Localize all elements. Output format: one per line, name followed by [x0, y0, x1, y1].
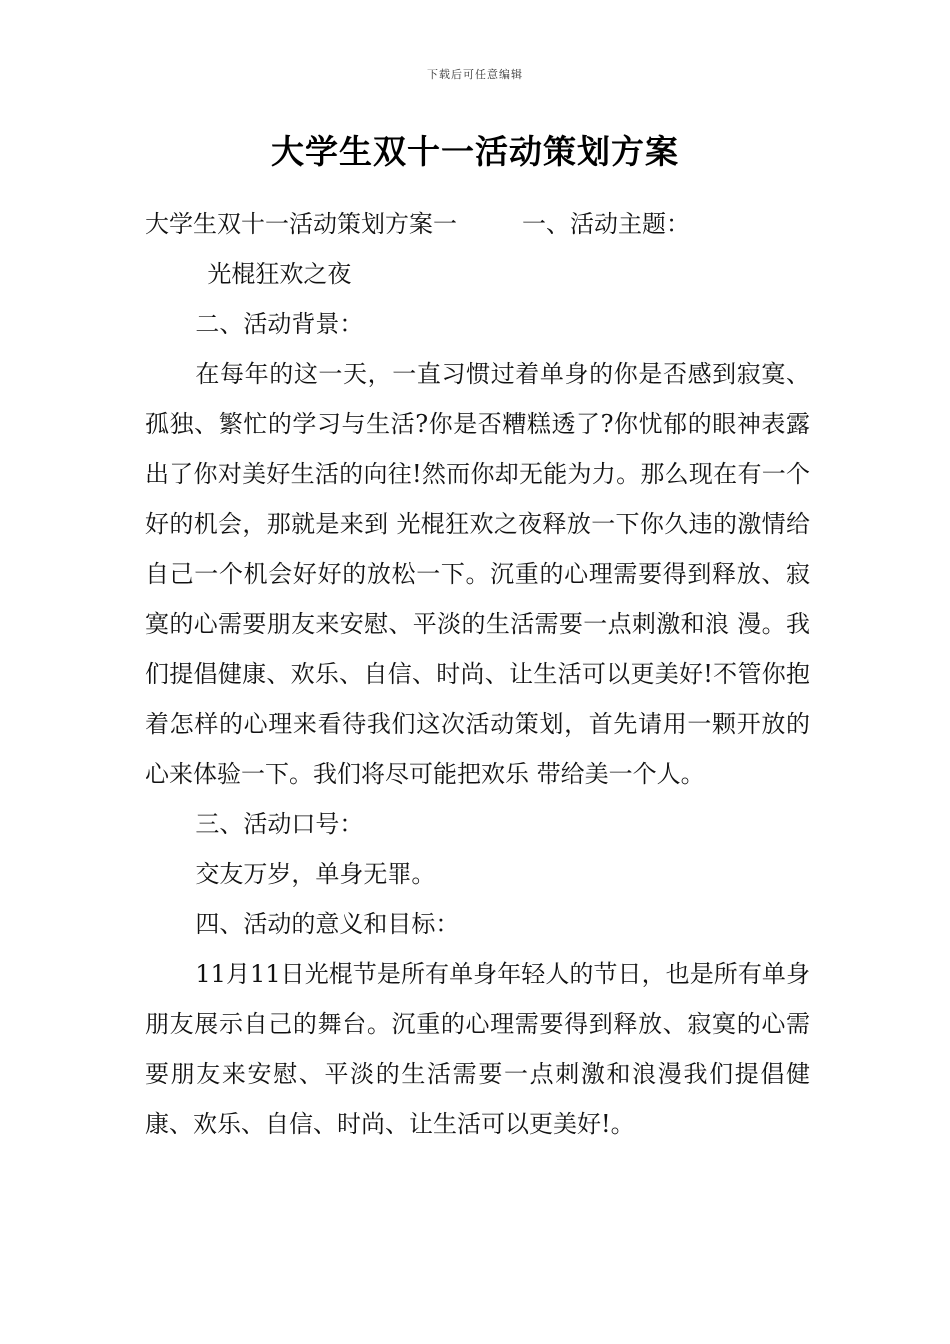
section2-heading: 二、活动背景：: [195, 310, 364, 338]
document-body: [145, 210, 810, 1149]
section2-paragraph: 在每年的这一天，一直习惯过着单身的你是否感到寂寞、孤独、繁忙的学习与生活?你是否糟糕透了?你忧郁的眼神表露出了你对美好生活的向往!然而你却无能为力。那么现在有一个好的机会，那就是来到 光棍狂欢之夜释放一下你久违的激情给自己一个机会好好的放松一下。沉重的心理需要得到释放、寂寞的心需要朋友来安慰、平淡的生活需要一点刺激和浪 漫。我们提倡健康、欢乐、自信、时尚、让生活可以更美好!不管你抱着怎样的心理来看待我们这次活动策划，首先请用一颗开放的心来体验一下。我们将尽可能把欢乐 带给美一个人。: [145, 360, 810, 788]
intro-line: [145, 199, 810, 249]
section3-paragraph: 交友万岁，单身无罪。: [195, 860, 436, 888]
intro-left-text: 大学生双十一活动策划方案一: [145, 210, 457, 238]
section4-heading: 四、活动的意义和目标：: [195, 910, 460, 938]
header-note: 下载后可任意编辑: [427, 68, 523, 81]
section1-heading: 一、活动主题：: [522, 210, 690, 238]
section4-paragraph: 11月11日光棍节是所有单身年轻人的节日，也是所有单身朋友展示自己的舞台。沉重的心理需要得到释放、寂寞的心需要朋友来安慰、平淡的生活需要一点刺激和浪漫我们提倡健康、欢乐、自信、时尚、让生活可以更美好!。: [145, 960, 810, 1138]
document-title: 大学生双十一活动策划方案: [271, 132, 679, 171]
theme-text: 光棍狂欢之夜: [207, 260, 352, 288]
section3-heading: 三、活动口号：: [195, 810, 364, 838]
